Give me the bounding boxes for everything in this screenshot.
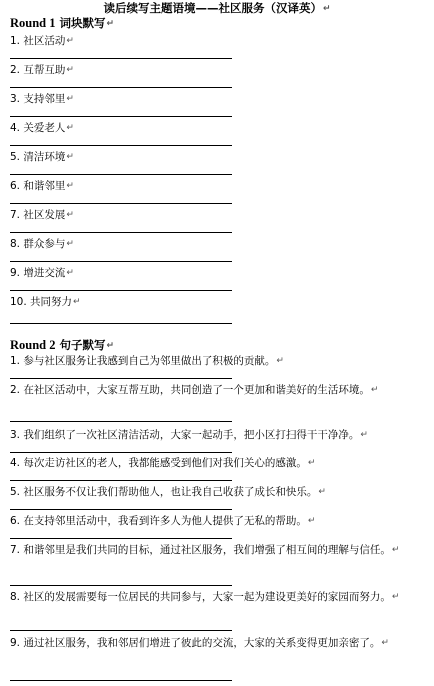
sentence-item-6 <box>10 514 430 529</box>
paragraph-mark: ↵ <box>322 4 331 14</box>
sentence-item-5 <box>10 485 430 500</box>
paragraph-mark: ↵ <box>66 94 74 104</box>
round1-label-en: Round 1 <box>10 16 56 30</box>
phrase-number: 2. <box>10 64 21 76</box>
phrase-number: 10. <box>10 296 27 308</box>
phrase-item-4 <box>10 121 74 135</box>
title-text: 读后续写主题语境——社区服务（汉译英） <box>103 1 322 15</box>
sentence-item-1 <box>10 354 430 369</box>
answer-line-4[interactable] <box>10 145 232 146</box>
phrase-text: 清洁环境 <box>23 151 66 163</box>
sentence-text: 我们组织了一次社区清洁活动，大家一起动手，把小区打扫得干干净净。 <box>23 429 360 441</box>
answer-line-9[interactable] <box>10 290 232 291</box>
sentence-answer-line-2[interactable] <box>10 421 232 422</box>
phrase-text: 社区活动 <box>23 35 66 47</box>
phrase-number: 7. <box>10 209 21 221</box>
paragraph-mark: ↵ <box>73 297 81 307</box>
round2-heading <box>10 338 114 353</box>
paragraph-mark: ↵ <box>66 65 74 75</box>
sentence-answer-line-4[interactable] <box>10 480 232 481</box>
sentence-number: 8. <box>10 591 21 603</box>
answer-line-8[interactable] <box>10 261 232 262</box>
phrase-item-6 <box>10 179 74 193</box>
phrase-item-8 <box>10 237 74 251</box>
phrase-number: 5. <box>10 151 21 163</box>
paragraph-mark: ↵ <box>391 592 400 602</box>
answer-line-6[interactable] <box>10 203 232 204</box>
paragraph-mark: ↵ <box>381 638 389 648</box>
answer-line-7[interactable] <box>10 232 232 233</box>
sentence-text: 在支持邻里活动中，我看到许多人为他人提供了无私的帮助。 <box>23 515 307 527</box>
sentence-item-3 <box>10 428 430 443</box>
phrase-item-3 <box>10 92 74 106</box>
answer-line-5[interactable] <box>10 174 232 175</box>
paragraph-mark: ↵ <box>106 341 115 351</box>
phrase-text: 和谐邻里 <box>23 180 66 192</box>
sentence-item-7 <box>10 543 430 558</box>
phrase-item-10 <box>10 295 81 309</box>
paragraph-mark: ↵ <box>66 268 74 278</box>
phrase-item-5 <box>10 150 74 164</box>
sentence-number: 5. <box>10 486 21 498</box>
paragraph-mark: ↵ <box>66 123 74 133</box>
phrase-number: 3. <box>10 93 21 105</box>
answer-line-2[interactable] <box>10 87 232 88</box>
sentence-text: 参与社区服务让我感到自己为邻里做出了积极的贡献。 <box>23 355 276 367</box>
phrase-item-2 <box>10 63 74 77</box>
phrase-text: 支持邻里 <box>23 93 66 105</box>
sentence-number: 1. <box>10 355 21 367</box>
phrase-number: 9. <box>10 267 21 279</box>
phrase-text: 关爱老人 <box>23 122 66 134</box>
document-title <box>0 1 434 16</box>
sentence-item-2 <box>10 383 430 398</box>
sentence-answer-line-1[interactable] <box>10 378 232 379</box>
paragraph-mark: ↵ <box>370 385 379 395</box>
sentence-text: 每次走访社区的老人，我都能感受到他们对我们关心的感激。 <box>23 457 307 469</box>
phrase-text: 增进交流 <box>23 267 66 279</box>
sentence-item-9 <box>10 636 430 651</box>
phrase-number: 4. <box>10 122 21 134</box>
sentence-number: 4. <box>10 457 21 469</box>
paragraph-mark: ↵ <box>276 356 284 366</box>
round1-label-zh: 词块默写 <box>55 16 106 30</box>
sentence-text: 和谐邻里是我们共同的目标，通过社区服务，我们增强了相互间的理解与信任。 <box>23 544 391 556</box>
sentence-answer-line-7[interactable] <box>10 585 232 586</box>
answer-line-10[interactable] <box>10 323 232 324</box>
sentence-number: 2. <box>10 384 21 396</box>
paragraph-mark: ↵ <box>66 210 74 220</box>
sentence-text: 通过社区服务，我和邻居们增进了彼此的交流，大家的关系变得更加亲密了。 <box>23 637 381 649</box>
sentence-answer-line-6[interactable] <box>10 538 232 539</box>
phrase-text: 互帮互助 <box>23 64 66 76</box>
sentence-answer-line-8[interactable] <box>10 630 232 631</box>
answer-line-3[interactable] <box>10 116 232 117</box>
sentence-item-4 <box>10 456 430 471</box>
paragraph-mark: ↵ <box>66 181 74 191</box>
paragraph-mark: ↵ <box>307 458 316 468</box>
sentence-text: 社区的发展需要每一位居民的共同参与，大家一起为建设更美好的家园而努力。 <box>23 591 391 603</box>
sentence-text: 社区服务不仅让我们帮助他人，也让我自己收获了成长和快乐。 <box>23 486 318 498</box>
paragraph-mark: ↵ <box>307 516 316 526</box>
phrase-text: 共同努力 <box>30 296 73 308</box>
phrase-item-1 <box>10 34 74 48</box>
sentence-answer-line-9[interactable] <box>10 680 232 681</box>
paragraph-mark: ↵ <box>391 545 400 555</box>
paragraph-mark: ↵ <box>360 430 368 440</box>
paragraph-mark: ↵ <box>66 239 74 249</box>
round2-label-en: Round 2 <box>10 338 56 352</box>
phrase-item-7 <box>10 208 74 222</box>
sentence-item-8 <box>10 590 430 605</box>
phrase-text: 社区发展 <box>23 209 66 221</box>
sentence-number: 6. <box>10 515 21 527</box>
paragraph-mark: ↵ <box>318 487 326 497</box>
sentence-number: 7. <box>10 544 21 556</box>
paragraph-mark: ↵ <box>106 19 115 29</box>
sentence-number: 3. <box>10 429 21 441</box>
phrase-number: 1. <box>10 35 21 47</box>
phrase-text: 群众参与 <box>23 238 66 250</box>
phrase-number: 8. <box>10 238 21 250</box>
sentence-answer-line-3[interactable] <box>10 452 232 453</box>
sentence-text: 在社区活动中，大家互帮互助，共同创造了一个更加和谐美好的生活环境。 <box>23 384 370 396</box>
phrase-number: 6. <box>10 180 21 192</box>
round1-heading <box>10 16 114 31</box>
sentence-answer-line-5[interactable] <box>10 509 232 510</box>
paragraph-mark: ↵ <box>66 36 74 46</box>
answer-line-1[interactable] <box>10 58 232 59</box>
sentence-number: 9. <box>10 637 21 649</box>
paragraph-mark: ↵ <box>66 152 74 162</box>
round2-label-zh: 句子默写 <box>55 338 106 352</box>
phrase-item-9 <box>10 266 74 280</box>
